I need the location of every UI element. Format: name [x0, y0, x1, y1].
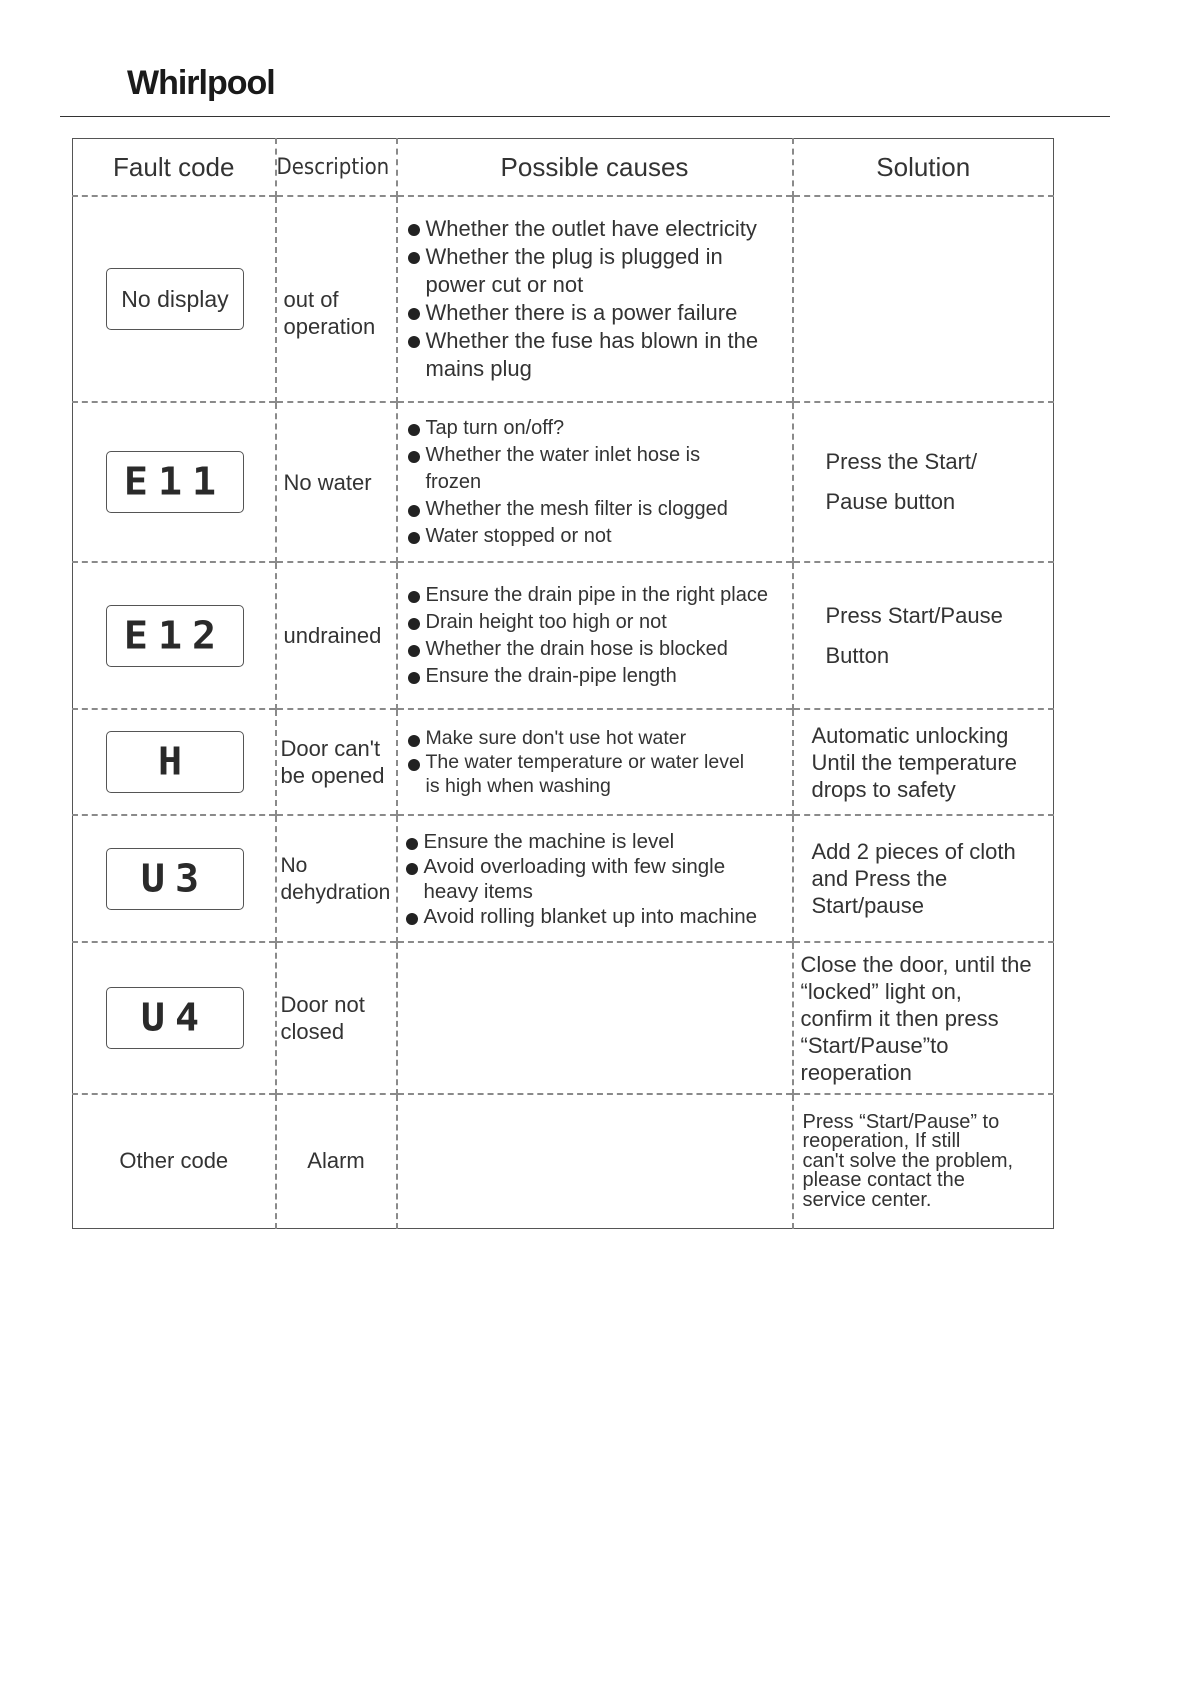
- cause-item: Ensure the drain pipe in the right place: [408, 582, 788, 609]
- fault-code-display: [106, 848, 244, 910]
- fault-code-cell: [73, 709, 276, 815]
- cause-item: Whether the mesh filter is clogged: [408, 496, 788, 523]
- solution-cell: [793, 562, 1054, 709]
- header-description: Description: [276, 139, 397, 197]
- causes-cell: [397, 402, 793, 562]
- fault-code-label: Other code: [119, 1148, 229, 1174]
- cause-item: Tap turn on/off?: [408, 415, 788, 442]
- cause-item: Whether the plug is plugged in power cut or not: [408, 243, 788, 299]
- fault-code-cell: [73, 1094, 276, 1228]
- causes-cell: [397, 562, 793, 709]
- causes-cell: [397, 196, 793, 402]
- description-text: [277, 259, 396, 340]
- fault-code-display: [106, 268, 244, 330]
- cause-item: Water stopped or not: [408, 523, 788, 550]
- cause-item: Ensure the machine is level: [406, 829, 788, 854]
- cause-item: Whether there is a power failure: [408, 299, 788, 327]
- table-row: [73, 196, 1054, 402]
- description-text: Door can't be opened: [280, 736, 385, 788]
- fault-code-label: U4: [140, 996, 210, 1040]
- fault-code-cell: [73, 402, 276, 562]
- solution-cell: [793, 709, 1054, 815]
- header-solution: Solution: [793, 139, 1054, 197]
- cause-item: Avoid rolling blanket up into machine: [406, 904, 788, 929]
- table-header-row: [73, 139, 1054, 197]
- whirlpool-logo: Whirlpool: [127, 64, 275, 102]
- solution-cell: [793, 402, 1054, 562]
- description-cell: [276, 402, 397, 562]
- description-text: Door not closed: [280, 992, 365, 1044]
- fault-code-label: U3: [140, 856, 210, 901]
- causes-cell: [397, 1094, 793, 1228]
- table-row: [73, 562, 1054, 709]
- table-row: [73, 1094, 1054, 1228]
- cause-item: Whether the outlet have electricity: [408, 215, 788, 243]
- fault-code-display: [106, 605, 244, 667]
- cause-item: Avoid overloading with few single heavy items: [406, 854, 788, 904]
- causes-cell: [397, 942, 793, 1094]
- description-cell: [276, 709, 397, 815]
- description-text: undrained: [283, 623, 382, 648]
- table-row: [73, 942, 1054, 1094]
- header-possible-causes: Possible causes: [397, 139, 793, 197]
- table-row: [73, 815, 1054, 942]
- solution-text: Close the door, until the “locked” light on, confirm it then press “Start/Pause”to reoperation: [800, 951, 1032, 1085]
- cause-item: Whether the fuse has blown in the mains plug: [408, 327, 788, 383]
- fault-code-display: [106, 731, 244, 793]
- solution-cell: [793, 1094, 1054, 1228]
- solution-text: Press the Start/ Pause button: [825, 449, 978, 514]
- table-row: [73, 402, 1054, 562]
- solution-text: Press “Start/Pause” to reoperation, If still can't solve the problem, please contact the service center.: [802, 1110, 1014, 1211]
- solution-cell: [793, 815, 1054, 942]
- solution-cell: [793, 942, 1054, 1094]
- causes-list: [398, 829, 792, 929]
- solution-text: Press Start/Pause Button: [825, 602, 1003, 668]
- fault-code-cell: [73, 942, 276, 1094]
- cause-item: Make sure don't use hot water: [408, 726, 788, 750]
- header-fault-code: Fault code: [113, 151, 235, 182]
- fault-code-label: No display: [121, 285, 229, 312]
- causes-list: [398, 215, 792, 383]
- solution-text: Add 2 pieces of cloth and Press the Start/pause: [811, 839, 1016, 918]
- cause-item: Whether the drain hose is blocked: [408, 636, 788, 663]
- description-line: out of operation: [283, 286, 376, 339]
- description-cell: [276, 196, 397, 402]
- description-cell: [276, 942, 397, 1094]
- fault-code-cell: [73, 815, 276, 942]
- description-text: Alarm: [307, 1148, 365, 1174]
- fault-code-label: H: [157, 740, 193, 784]
- description-cell: [276, 1094, 397, 1228]
- causes-cell: [397, 815, 793, 942]
- solution-text: Automatic unlocking Until the temperature drops to safety: [811, 722, 1017, 802]
- cause-item: Ensure the drain-pipe length: [408, 663, 788, 690]
- solution-cell: [793, 196, 1054, 402]
- header-rule: [60, 116, 1110, 117]
- fault-code-cell: [73, 196, 276, 402]
- causes-list: [398, 726, 792, 798]
- fault-code-display: [106, 451, 244, 513]
- description-text: No dehydration: [280, 853, 391, 904]
- description-cell: [276, 815, 397, 942]
- description-cell: [276, 562, 397, 709]
- fault-code-label: E12: [123, 613, 227, 658]
- cause-item: The water temperature or water level is high when washing: [408, 750, 788, 798]
- fault-code-table: [72, 138, 1054, 1229]
- description-text: No water: [283, 469, 372, 495]
- fault-code-label: E11: [123, 460, 227, 504]
- fault-code-cell: [73, 562, 276, 709]
- cause-item: Whether the water inlet hose is frozen: [408, 442, 788, 496]
- causes-list: [398, 582, 792, 690]
- cause-item: Drain height too high or not: [408, 609, 788, 636]
- fault-code-display: [106, 987, 244, 1049]
- causes-cell: [397, 709, 793, 815]
- table-row: [73, 709, 1054, 815]
- causes-list: [398, 415, 792, 550]
